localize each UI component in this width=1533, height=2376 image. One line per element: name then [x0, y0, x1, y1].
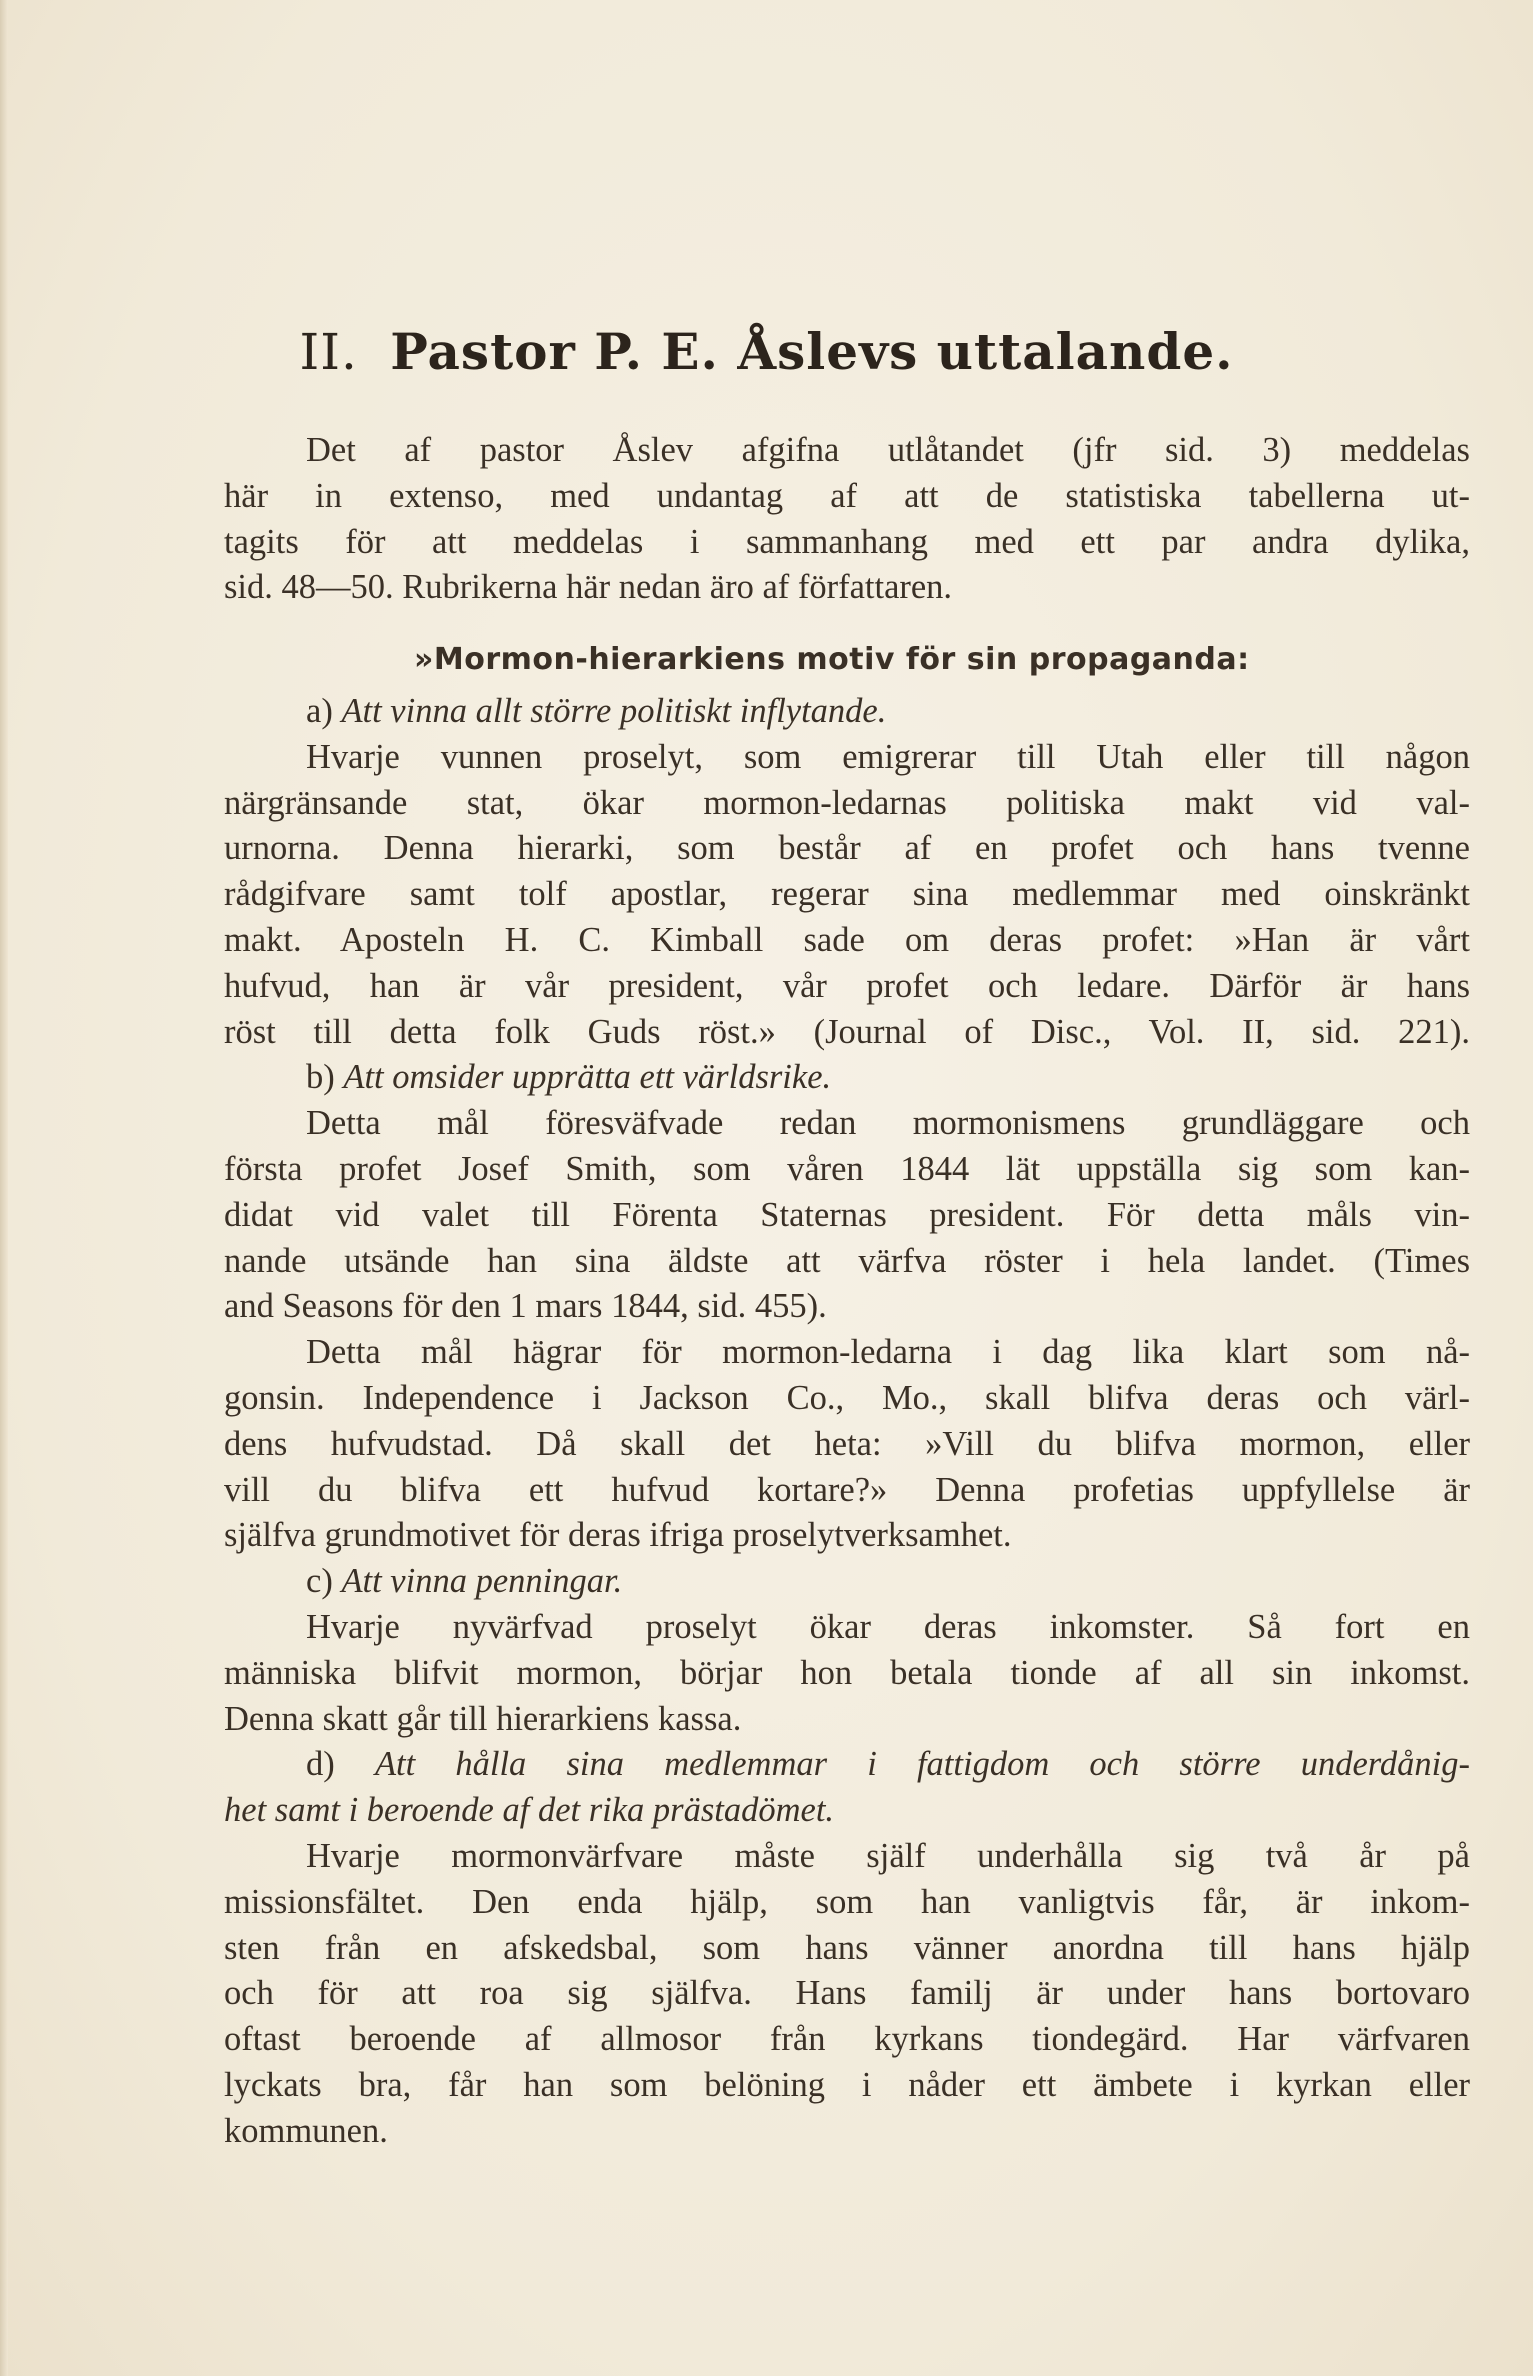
paragraph-line: kommunen. [224, 2111, 388, 2150]
intro-line: Det af pastor Åslev afgifna utlåtandet (jfr sid. 3) meddelas [306, 431, 1470, 469]
intro-line: här in extenso, med undantag af att de statistiska tabellerna ut- [224, 476, 1470, 515]
paragraph-line: lyckats bra, får han som belöning i nåder ett ämbete i kyrkan eller [224, 2065, 1470, 2104]
paragraph-line: Hvarje mormonvärfvare måste själf underhålla sig två år på [306, 1836, 1470, 1875]
section-a-title: Att vinna allt större politiskt inflytande. [341, 691, 887, 730]
paragraph-line: människa blifvit mormon, börjar hon betala tionde af all sin inkomst. [224, 1653, 1470, 1692]
paragraph-line: and Seasons för den 1 mars 1844, sid. 455). [224, 1287, 827, 1326]
section-heading [0, 322, 1533, 381]
paragraph-line: Detta mål föresväfvade redan mormonismens grundläggare och [306, 1104, 1470, 1143]
section-d-title-2: het samt i beroende af det rika prästadömet. [224, 1791, 835, 1830]
paragraph-line: Hvarje vunnen proselyt, som emigrerar till Utah eller till någon [306, 737, 1470, 776]
heading-number: II. [299, 323, 358, 381]
section-c-heading [224, 1559, 1470, 1605]
paragraph-line: missionsfältet. Den enda hjälp, som han vanligtvis får, är inkom- [224, 1882, 1470, 1921]
paragraph-line: Denna skatt går till hierarkiens kassa. [224, 1699, 742, 1738]
subheading: »Mormon-hierarkiens motiv för sin propaganda: [414, 642, 1250, 678]
paragraph-line: dens hufvudstad. Då skall det heta: »Vill du blifva mormon, eller [224, 1424, 1470, 1463]
paragraph-line: närgränsande stat, ökar mormon-ledarnas politiska makt vid val- [224, 783, 1470, 822]
paragraph-line: röst till detta folk Guds röst.» (Journal of Disc., Vol. II, sid. 221). [224, 1012, 1470, 1051]
paragraph-line: urnorna. Denna hierarki, som består af en profet och hans tvenne [224, 829, 1470, 868]
paragraph-line: och för att roa sig själfva. Hans familj är under hans bortovaro [224, 1974, 1470, 2013]
body-text [224, 428, 1470, 2154]
paragraph-line: vill du blifva ett hufvud kortare?» Denna profetias uppfyllelse är [224, 1470, 1470, 1509]
paragraph-line: makt. Aposteln H. C. Kimball sade om deras profet: »Han är vårt [224, 920, 1470, 959]
section-a-heading [224, 689, 1470, 735]
paragraph-line: didat vid valet till Förenta Staternas president. För detta måls vin- [224, 1195, 1470, 1234]
paragraph-line: första profet Josef Smith, som våren 1844 lät uppställa sig som kan- [224, 1149, 1470, 1188]
paragraph-line: Hvarje nyvärfvad proselyt ökar deras inkomster. Så fort en [306, 1607, 1470, 1646]
paragraph-line: gonsin. Independence i Jackson Co., Mo., skall blifva deras och värl- [224, 1378, 1470, 1417]
section-b-heading [224, 1055, 1470, 1101]
section-d-title-1: Att hålla sina medlemmar i fattigdom och större underdånig- [374, 1745, 1471, 1784]
paragraph-line: oftast beroende af allmosor från kyrkans tiondegärd. Har värfvaren [224, 2020, 1470, 2059]
section-c-marker: c) [306, 1562, 333, 1601]
paragraph-line: Detta mål hägrar för mormon-ledarna i dag lika klart som nå- [306, 1333, 1470, 1372]
paragraph-line: nande utsände han sina äldste att värfva röster i hela landet. (Times [224, 1241, 1470, 1280]
paragraph-line: själfva grundmotivet för deras ifriga proselytverksamhet. [224, 1516, 1012, 1555]
section-d-heading [224, 1742, 1470, 1788]
paragraph-line: hufvud, han är vår president, vår profet och ledare. Därför är hans [224, 966, 1470, 1005]
paragraph-line: rådgifvare samt tolf apostlar, regerar sina medlemmar med oinskränkt [224, 875, 1470, 914]
heading-title: Pastor P. E. Åslevs uttalande. [390, 322, 1234, 381]
section-c-title: Att vinna penningar. [341, 1562, 623, 1601]
section-b-marker: b) [306, 1058, 335, 1097]
paragraph-line: sten från en afskedsbal, som hans vänner anordna till hans hjälp [224, 1928, 1470, 1967]
intro-line: sid. 48—50. Rubrikerna här nedan äro af författaren. [224, 568, 953, 607]
section-a-marker: a) [306, 691, 333, 730]
intro-line: tagits för att meddelas i sammanhang med ett par andra dylika, [224, 522, 1470, 561]
section-b-title: Att omsider upprätta ett världsrike. [343, 1058, 832, 1097]
section-d-marker: d) [306, 1745, 335, 1784]
